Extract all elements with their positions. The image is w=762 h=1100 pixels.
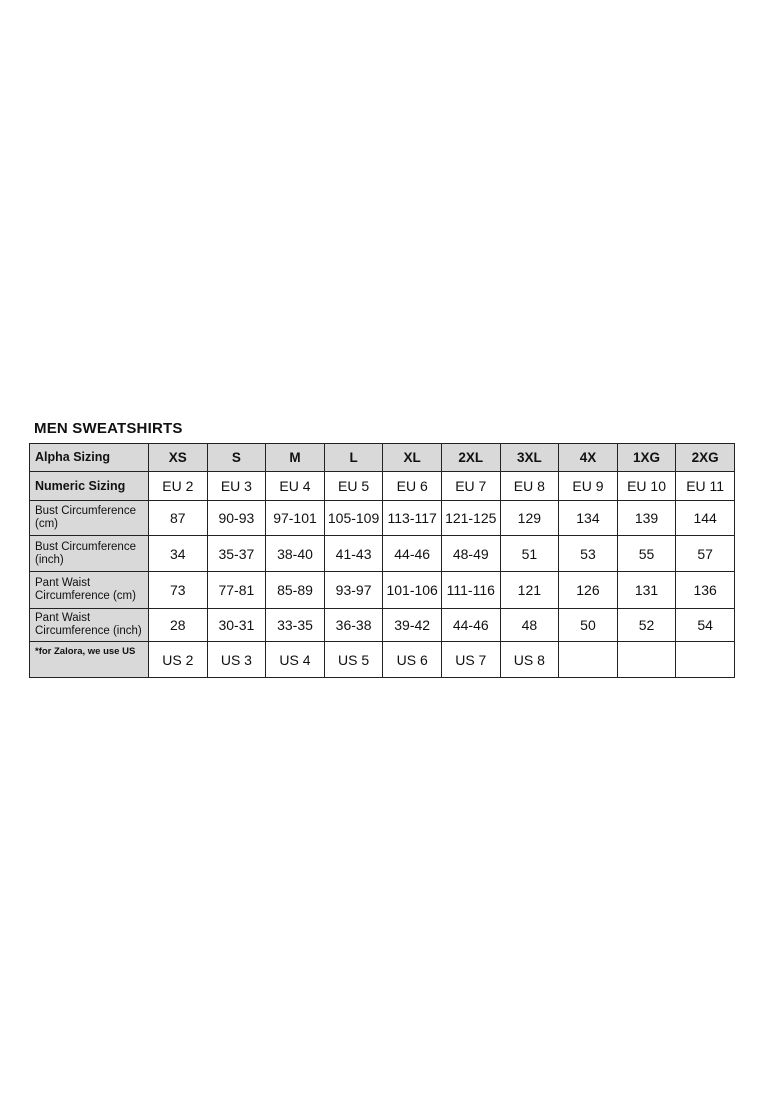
row-label: Pant Waist Circumference (inch) <box>30 609 149 642</box>
page-title: MEN SWEATSHIRTS <box>34 420 183 437</box>
table-cell: 121 <box>500 572 559 609</box>
table-cell: 41-43 <box>324 536 383 572</box>
table-cell: EU 6 <box>383 472 442 501</box>
table-cell: 4X <box>559 444 618 472</box>
table-cell: 48-49 <box>441 536 500 572</box>
table-cell: 85-89 <box>266 572 325 609</box>
table-cell: 34 <box>149 536 208 572</box>
table-cell <box>617 642 676 678</box>
table-row <box>30 501 735 536</box>
table-cell: 77-81 <box>207 572 266 609</box>
table-cell: 50 <box>559 609 618 642</box>
table-cell: 101-106 <box>383 572 442 609</box>
table-cell: 97-101 <box>266 501 325 536</box>
table-cell: 57 <box>676 536 735 572</box>
table-cell: EU 4 <box>266 472 325 501</box>
table-cell: EU 8 <box>500 472 559 501</box>
table-row <box>30 444 735 472</box>
footnote-label: *for Zalora, we use US <box>30 642 149 678</box>
table-cell: 87 <box>149 501 208 536</box>
table-cell: 1XG <box>617 444 676 472</box>
size-chart-table <box>29 443 735 678</box>
table-cell: 93-97 <box>324 572 383 609</box>
table-cell: 131 <box>617 572 676 609</box>
table-cell: US 7 <box>441 642 500 678</box>
table-cell: 48 <box>500 609 559 642</box>
table-cell: 52 <box>617 609 676 642</box>
table-cell: 121-125 <box>441 501 500 536</box>
table-cell: 129 <box>500 501 559 536</box>
table-cell: EU 10 <box>617 472 676 501</box>
row-label: Bust Circumference (cm) <box>30 501 149 536</box>
table-cell: EU 11 <box>676 472 735 501</box>
table-cell: 126 <box>559 572 618 609</box>
table-cell: US 2 <box>149 642 208 678</box>
table-cell: 113-117 <box>383 501 442 536</box>
row-label: Alpha Sizing <box>30 444 149 472</box>
table-cell: 73 <box>149 572 208 609</box>
table-cell: 3XL <box>500 444 559 472</box>
table-cell: US 5 <box>324 642 383 678</box>
table-cell: 51 <box>500 536 559 572</box>
table-cell: 44-46 <box>383 536 442 572</box>
table-row <box>30 642 735 678</box>
table-row <box>30 536 735 572</box>
table-cell: EU 7 <box>441 472 500 501</box>
table-cell: 28 <box>149 609 208 642</box>
table-cell: 38-40 <box>266 536 325 572</box>
table-cell: XL <box>383 444 442 472</box>
table-row <box>30 572 735 609</box>
table-cell: 55 <box>617 536 676 572</box>
table-row <box>30 472 735 501</box>
table-cell: 36-38 <box>324 609 383 642</box>
table-cell: US 6 <box>383 642 442 678</box>
table-cell: 105-109 <box>324 501 383 536</box>
table-cell: 35-37 <box>207 536 266 572</box>
table-row <box>30 609 735 642</box>
table-cell: US 8 <box>500 642 559 678</box>
table-cell: XS <box>149 444 208 472</box>
table-cell: S <box>207 444 266 472</box>
table-cell <box>676 642 735 678</box>
table-cell: 53 <box>559 536 618 572</box>
table-cell: 90-93 <box>207 501 266 536</box>
table-cell: 139 <box>617 501 676 536</box>
table-cell: L <box>324 444 383 472</box>
table-cell: EU 5 <box>324 472 383 501</box>
row-label: Numeric Sizing <box>30 472 149 501</box>
table-cell: EU 3 <box>207 472 266 501</box>
table-cell: 2XL <box>441 444 500 472</box>
row-label: Bust Circumference (inch) <box>30 536 149 572</box>
table-cell: 111-116 <box>441 572 500 609</box>
table-cell: M <box>266 444 325 472</box>
table-cell: US 4 <box>266 642 325 678</box>
table-cell: EU 2 <box>149 472 208 501</box>
table-cell: US 3 <box>207 642 266 678</box>
row-label: Pant Waist Circumference (cm) <box>30 572 149 609</box>
table-cell: 30-31 <box>207 609 266 642</box>
table-cell: 44-46 <box>441 609 500 642</box>
table-cell: 144 <box>676 501 735 536</box>
table-cell: 2XG <box>676 444 735 472</box>
table-cell: 33-35 <box>266 609 325 642</box>
table-cell: 54 <box>676 609 735 642</box>
table-cell: EU 9 <box>559 472 618 501</box>
table-cell: 136 <box>676 572 735 609</box>
table-cell: 134 <box>559 501 618 536</box>
table-cell: 39-42 <box>383 609 442 642</box>
table-cell <box>559 642 618 678</box>
